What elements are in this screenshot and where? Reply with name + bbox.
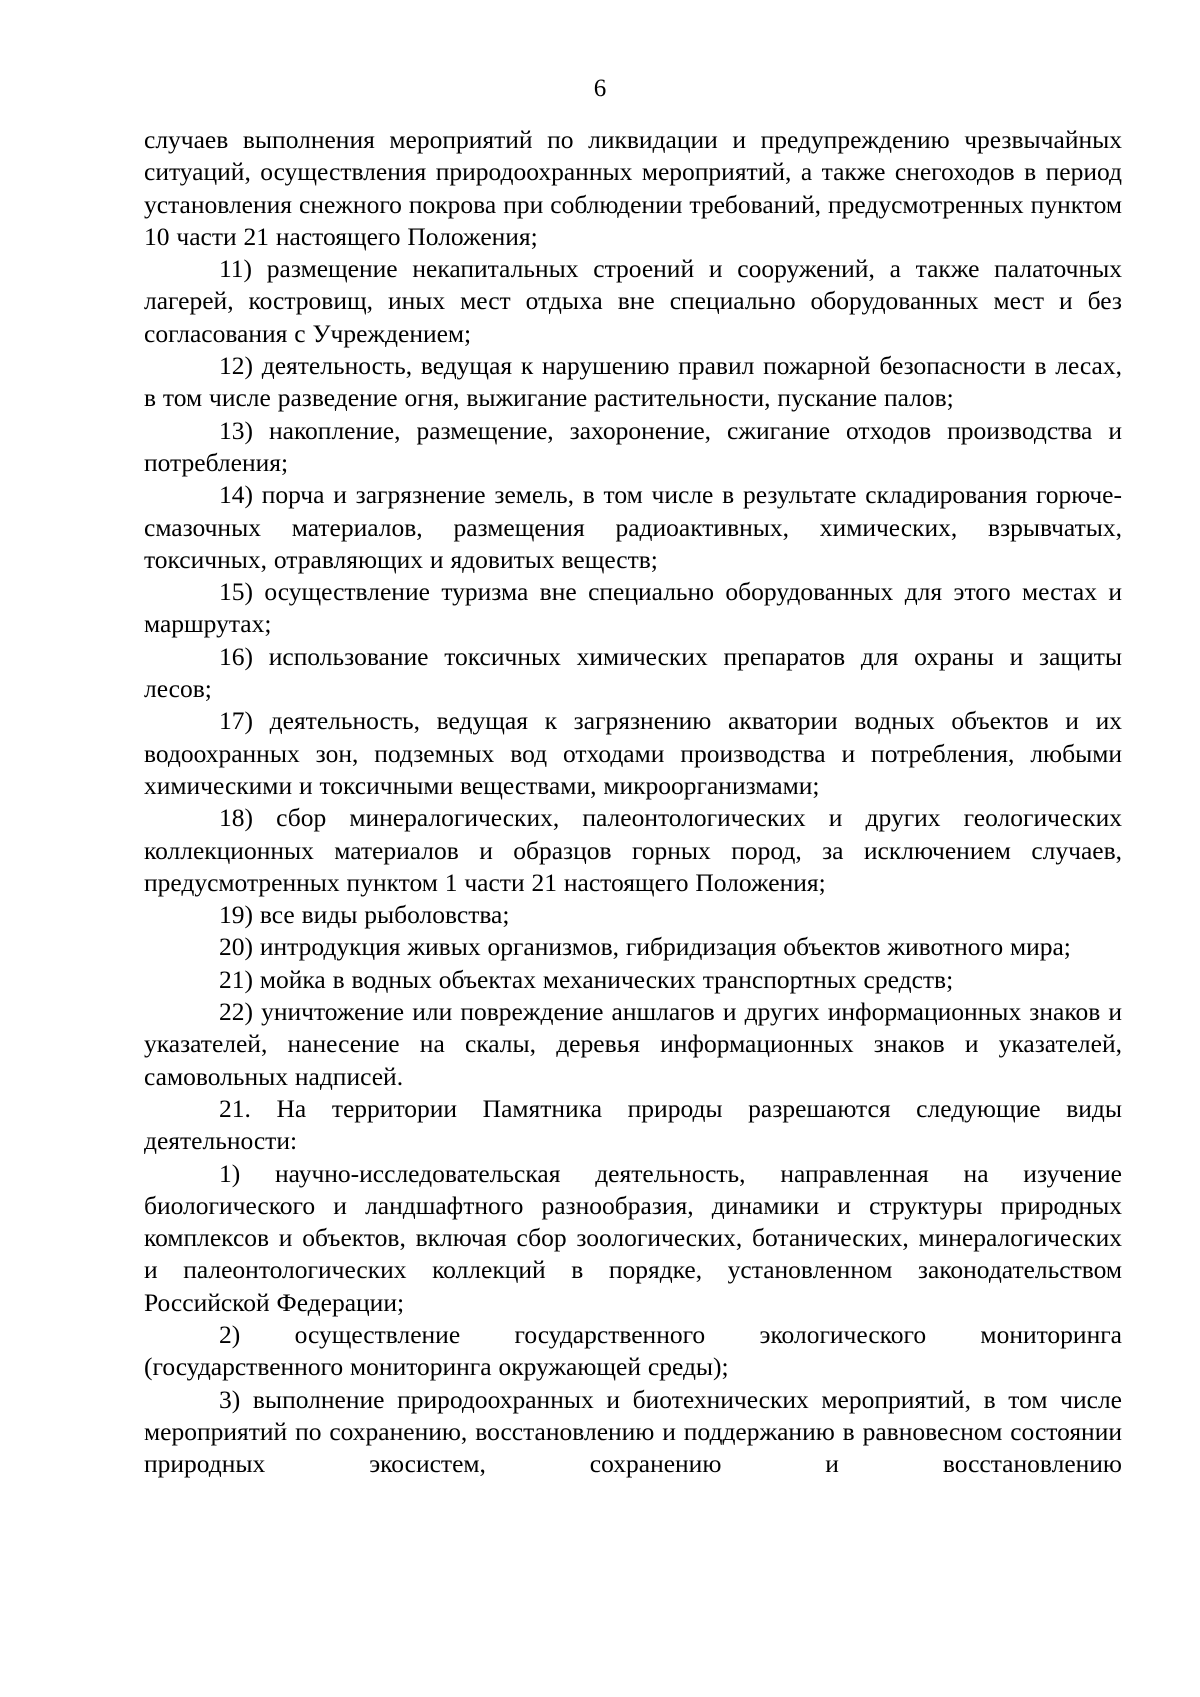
list-item-17: 17) деятельность, ведущая к загрязнению акватории водных объектов и их водоохранных зон, подземных вод отходами производства и потребления, любыми химическими и токсичными веществами, микроорганизмами;	[144, 706, 1122, 800]
list-item-11: 11) размещение некапитальных строений и сооружений, а также палаточных лагерей, костровищ, иных мест отдыха вне специально оборудованных мест и без согласования с Учреждением;	[144, 254, 1122, 348]
allowed-item-3: 3) выполнение природоохранных и биотехнических мероприятий, в том числе мероприятий по сохранению, восстановлению и поддержанию в равновесном состоянии природных экосистем, сохранению и восстановлению	[144, 1384, 1122, 1479]
list-item-18: 18) сбор минералогических, палеонтологических и других геологических коллекционных материалов и образцов горных пород, за исключением случаев, предусмотренных пунктом 1 части 21 настоящего Положения;	[144, 803, 1122, 897]
list-item-13: 13) накопление, размещение, захоронение, сжигание отходов производства и потребления;	[144, 415, 1122, 477]
list-item-14: 14) порча и загрязнение земель, в том числе в результате складирования горюче-смазочных материалов, размещения радиоактивных, химических, взрывчатых, токсичных, отравляющих и ядовитых веществ;	[144, 480, 1122, 574]
list-item-20: 20) интродукция живых организмов, гибридизация объектов животного мира;	[219, 932, 1071, 962]
list-item-12: 12) деятельность, ведущая к нарушению правил пожарной безопасности в лесах, в том числе разведение огня, выжигание растительности, пускание палов;	[144, 351, 1122, 413]
section-21-heading: 21. На территории Памятника природы разрешаются следующие виды деятельности:	[144, 1093, 1122, 1156]
page-number: 6	[593, 75, 607, 102]
list-item-16: 16) использование токсичных химических препаратов для охраны и защиты лесов;	[144, 641, 1122, 704]
paragraph-continuation: случаев выполнения мероприятий по ликвидации и предупреждению чрезвычайных ситуаций, осуществления природоохранных мероприятий, а также снегоходов в период установления снежного покрова при соблюдении требований, предусмотренных пунктом 10 части 21 настоящего Положения;	[144, 125, 1122, 251]
list-item-15: 15) осуществление туризма вне специально оборудованных для этого местах и маршрутах;	[144, 577, 1122, 639]
allowed-item-2: 2) осуществление государственного экологического мониторинга (государственного мониторинга окружающей среды);	[144, 1319, 1122, 1382]
allowed-item-1: 1) научно-исследовательская деятельность, направленная на изучение биологического и ландшафтного разнообразия, динамики и структуры природных комплексов и объектов, включая сбор зоологических, ботанических, минералогических и палеонтологических коллекций в порядке, установленном законодательством Российской Федерации;	[144, 1158, 1122, 1317]
list-item-19: 19) все виды рыболовства;	[219, 900, 510, 930]
list-item-21: 21) мойка в водных объектах механических транспортных средств;	[219, 964, 954, 994]
document-body	[144, 124, 1122, 1480]
list-item-22: 22) уничтожение или повреждение аншлагов и других информационных знаков и указателей, нанесение на скалы, деревья информационных знаков и указателей, самовольных надписей.	[144, 997, 1122, 1091]
